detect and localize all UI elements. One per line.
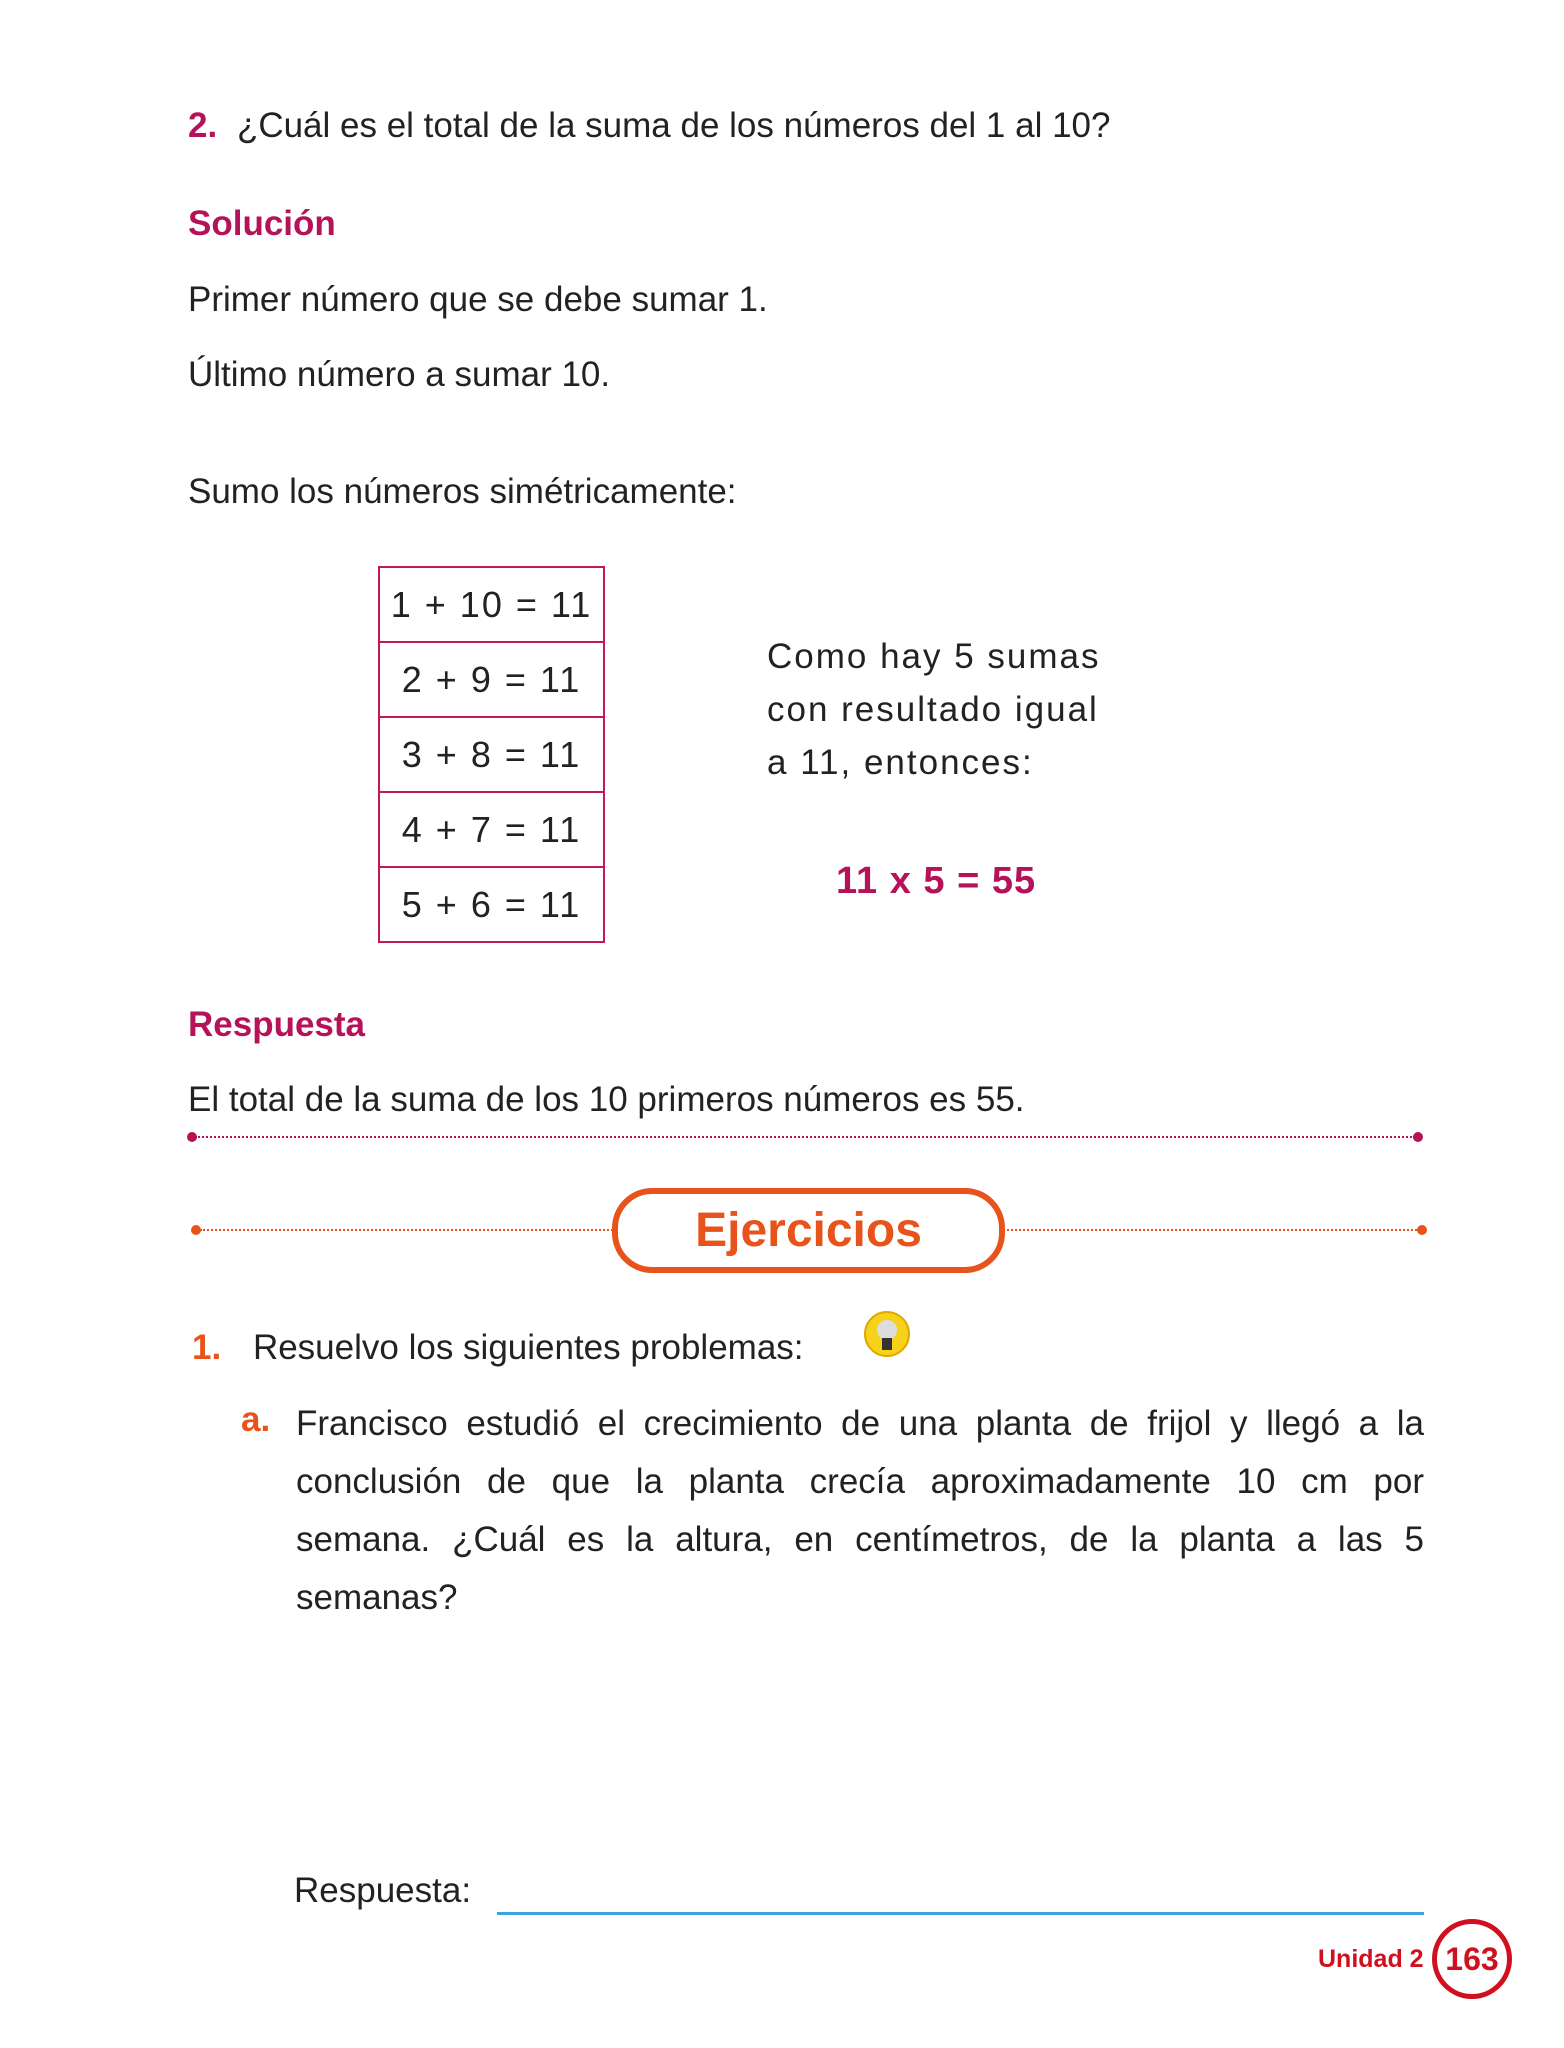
exercises-title: Ejercicios [695, 1204, 922, 1257]
sub-problem-text: Francisco estudió el crecimiento de una planta de frijol y llegó a la conclusión de que la planta crecía aproximadamente 10 cm por semana. ¿Cuál es la altura, en centímetros, de la planta a las 5 semanas? [296, 1404, 1424, 1617]
solution-line-2: Último número a sumar 10. [188, 355, 611, 394]
unit-label: Unidad 2 [1318, 1945, 1424, 1973]
answer-input[interactable] [497, 1884, 1424, 1915]
exercises-title-badge [612, 1188, 1005, 1273]
sum-row: 3 + 8 = 11 [379, 717, 604, 792]
item-text: Resuelvo los siguientes problemas: [252, 1328, 804, 1367]
sums-table [378, 566, 605, 943]
problem-question [188, 106, 1111, 146]
page-number: 163 [1445, 1940, 1499, 1977]
divider-line [195, 1136, 1415, 1138]
divider-dot [1417, 1225, 1427, 1235]
question-text: ¿Cuál es el total de la suma de los números del 1 al 10? [236, 106, 1111, 145]
answer-text: El total de la suma de los 10 primeros números es 55. [188, 1080, 1025, 1119]
page-number-badge [1432, 1919, 1512, 1999]
exercise-item [192, 1328, 804, 1368]
sum-row: 5 + 6 = 11 [379, 867, 604, 942]
answer-label: Respuesta: [294, 1871, 472, 1910]
equation: 11 x 5 = 55 [836, 860, 1037, 902]
solution-heading: Solución [188, 204, 336, 243]
solution-line-3: Sumo los números simétricamente: [188, 472, 737, 511]
problem-number: 2. [188, 106, 218, 145]
sum-row: 4 + 7 = 11 [379, 792, 604, 867]
answer-heading: Respuesta [188, 1005, 366, 1044]
item-number: 1. [192, 1328, 222, 1367]
solution-line-1: Primer número que se debe sumar 1. [188, 280, 768, 319]
sum-row: 2 + 9 = 11 [379, 642, 604, 717]
sum-row: 1 + 10 = 11 [379, 567, 604, 642]
explanation-text: Como hay 5 sumas con resultado igual a 11, entonces: [767, 637, 1101, 782]
sub-letter: a. [241, 1400, 271, 1439]
lightbulb-icon [862, 1310, 912, 1360]
divider-dot [1413, 1132, 1423, 1142]
